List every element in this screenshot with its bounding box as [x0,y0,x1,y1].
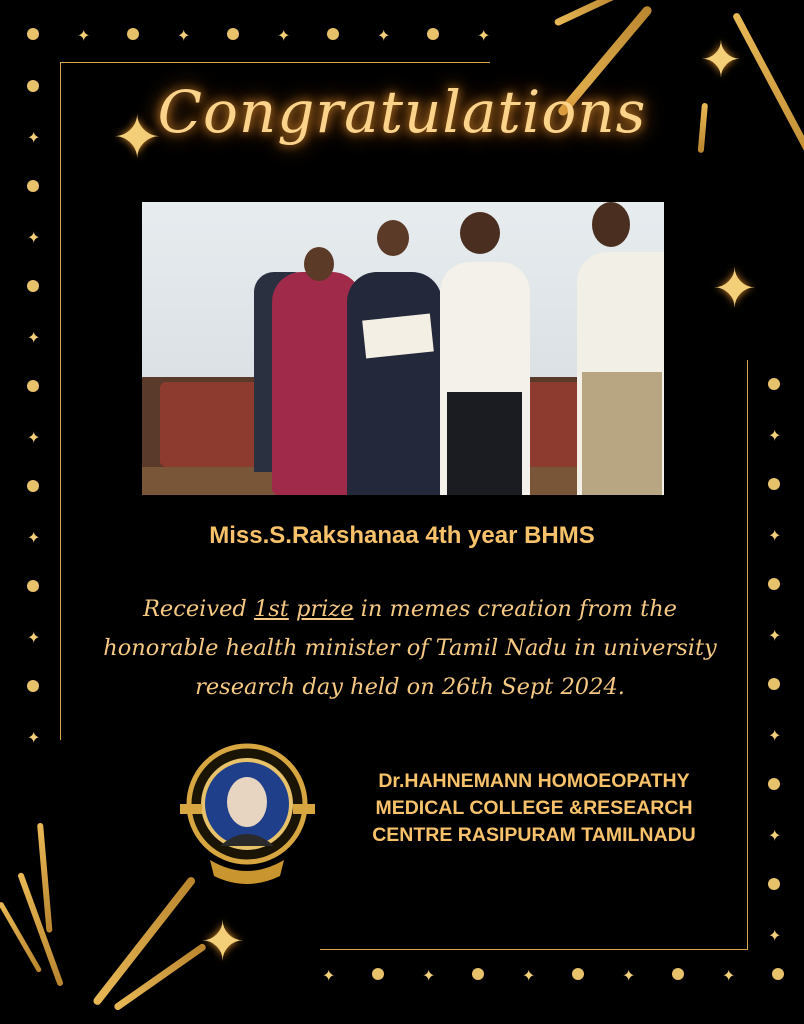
border-dot [27,680,39,692]
border-star-icon: ✦ [27,228,41,247]
border-star-icon: ✦ [768,926,782,945]
description-space [289,596,296,622]
border-star-icon: ✦ [27,728,41,747]
border-star-icon: ✦ [522,966,536,985]
firework-ray [554,0,620,27]
student-name: Miss.S.Rakshanaa 4th year BHMS [209,522,595,549]
border-dot [372,968,384,980]
description-prefix: Received [142,596,254,622]
border-dot [768,878,780,890]
border-dot [572,968,584,980]
college-name-line: MEDICAL COLLEGE &RESEARCH [375,797,693,819]
description-suffix: in memes creation from the honorable health minister of Tamil Nadu in university research day held on 26th Sept 2024. [103,596,717,700]
border-dot [672,968,684,980]
border-star-icon: ✦ [768,726,782,745]
border-star-icon: ✦ [177,26,191,45]
college-name-line: CENTRE RASIPURAM TAMILNADU [372,824,696,846]
border-dot [768,378,780,390]
sparkle-star-icon: ✦ [112,103,163,173]
border-star-icon: ✦ [768,826,782,845]
college-name [334,768,734,849]
frame-gap [52,740,72,960]
border-dot [27,380,39,392]
border-star-icon: ✦ [27,328,41,347]
border-dot [768,578,780,590]
award-description [90,590,730,707]
border-dot [27,28,39,40]
border-star-icon: ✦ [377,26,391,45]
border-star-icon: ✦ [477,26,491,45]
description-rank: 1st [253,596,289,622]
border-star-icon: ✦ [768,626,782,645]
border-dot [768,478,780,490]
sparkle-star-icon: ✦ [200,910,246,973]
border-star-icon: ✦ [722,966,736,985]
border-star-icon: ✦ [77,26,91,45]
border-star-icon: ✦ [422,966,436,985]
border-star-icon: ✦ [322,966,336,985]
border-dot [27,580,39,592]
border-dot [427,28,439,40]
border-star-icon: ✦ [768,426,782,445]
border-star-icon: ✦ [277,26,291,45]
border-star-icon: ✦ [622,966,636,985]
sparkle-star-icon: ✦ [700,31,742,89]
border-dot [768,778,780,790]
award-ceremony-photo [142,202,664,495]
description-prize: prize [296,596,354,622]
sparkle-star-icon: ✦ [712,257,758,320]
border-dot [27,280,39,292]
border-star-icon: ✦ [27,628,41,647]
border-star-icon: ✦ [27,528,41,547]
border-dot [27,180,39,192]
border-dot [327,28,339,40]
border-dot [768,678,780,690]
border-star-icon: ✦ [27,428,41,447]
border-dot [472,968,484,980]
border-dot [127,28,139,40]
border-dot [227,28,239,40]
congratulations-title: Congratulations [157,78,647,146]
border-dot [772,968,784,980]
college-logo [180,742,315,892]
college-name-line: Dr.HAHNEMANN HOMOEOPATHY [378,770,690,792]
border-star-icon: ✦ [768,526,782,545]
firework-ray [37,823,53,933]
border-star-icon: ✦ [27,128,41,147]
border-dot [27,480,39,492]
